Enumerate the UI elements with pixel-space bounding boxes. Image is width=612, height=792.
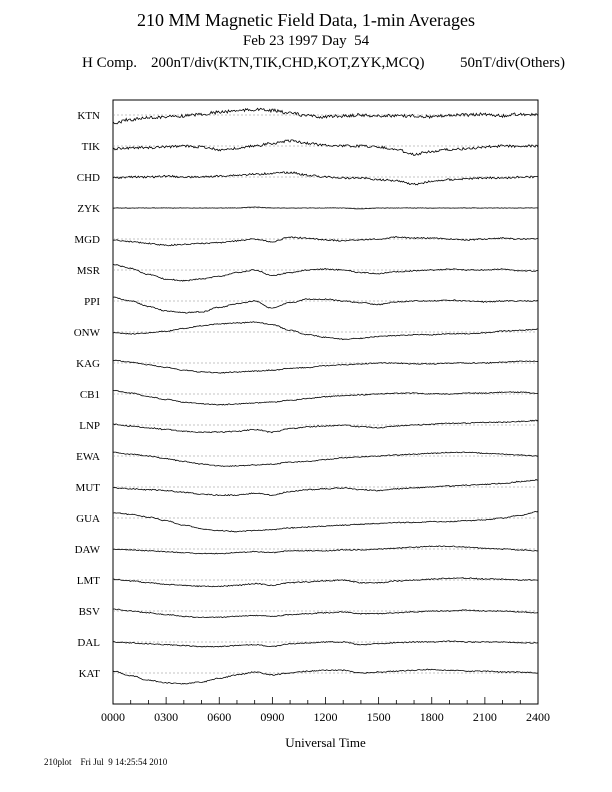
trace-mgd [113,237,538,246]
x-tick-label-0300: 0300 [154,710,179,724]
station-label-tik: TIK [81,141,100,153]
station-label-kag: KAG [76,358,100,370]
station-label-msr: MSR [76,265,100,277]
x-tick-labels [101,710,550,724]
x-tick-label-1200: 1200 [313,710,338,724]
footer-timestamp: Fri Jul 9 14:25:54 2010 [80,757,168,767]
x-ticks [113,697,538,704]
trace-gua [113,511,538,532]
station-label-daw: DAW [74,544,100,556]
station-label-lmt: LMT [76,575,100,587]
station-label-cb1: CB1 [79,389,100,401]
x-tick-label-2400: 2400 [526,710,550,724]
x-tick-label-0600: 0600 [207,710,232,724]
station-label-dal: DAL [77,637,100,649]
trace-daw [113,546,538,554]
baseline-group [113,115,538,673]
trace-group [113,108,538,684]
trace-tik [113,140,538,155]
footer [44,757,167,767]
trace-ktn [113,108,538,124]
footer-program: 210plot [44,757,72,767]
x-axis-label: Universal Time [285,735,366,750]
trace-onw [113,322,538,340]
trace-kat [113,669,538,684]
chart-date: Feb 23 1997 Day 54 [242,33,370,49]
station-label-mgd: MGD [74,234,100,246]
trace-zyk [113,207,538,209]
x-tick-label-1800: 1800 [419,710,444,724]
x-tick-label-1500: 1500 [366,710,391,724]
station-label-onw: ONW [73,327,100,339]
station-label-ewa: EWA [76,451,100,463]
trace-chd [113,172,538,185]
station-label-chd: CHD [76,172,100,184]
chart-title: 210 MM Magnetic Field Data, 1-min Averages [136,10,476,30]
trace-dal [113,641,538,647]
trace-cb1 [113,390,538,405]
station-label-zyk: ZYK [77,203,100,215]
station-labels [74,110,101,680]
component-label: H Comp. [82,55,138,71]
trace-mut [113,480,538,496]
x-tick-label-0900: 0900 [260,710,285,724]
station-label-lnp: LNP [79,420,100,432]
x-tick-label-2100: 2100 [472,710,497,724]
trace-lnp [113,420,538,433]
trace-lmt [113,578,538,587]
station-label-gua: GUA [76,513,100,525]
station-label-bsv: BSV [78,606,100,618]
trace-bsv [113,609,538,618]
trace-ppi [113,297,538,313]
trace-ewa [113,452,538,467]
station-label-mut: MUT [75,482,100,494]
x-tick-label-0000: 0000 [101,710,125,724]
station-label-kat: KAT [78,668,100,680]
trace-msr [113,264,538,281]
scale-other: 50nT/div(Others) [460,55,565,71]
station-label-ppi: PPI [84,296,100,308]
scale-primary: 200nT/div(KTN,TIK,CHD,KOT,ZYK,MCQ) [151,55,425,71]
station-label-ktn: KTN [77,110,100,122]
trace-kag [113,360,538,373]
